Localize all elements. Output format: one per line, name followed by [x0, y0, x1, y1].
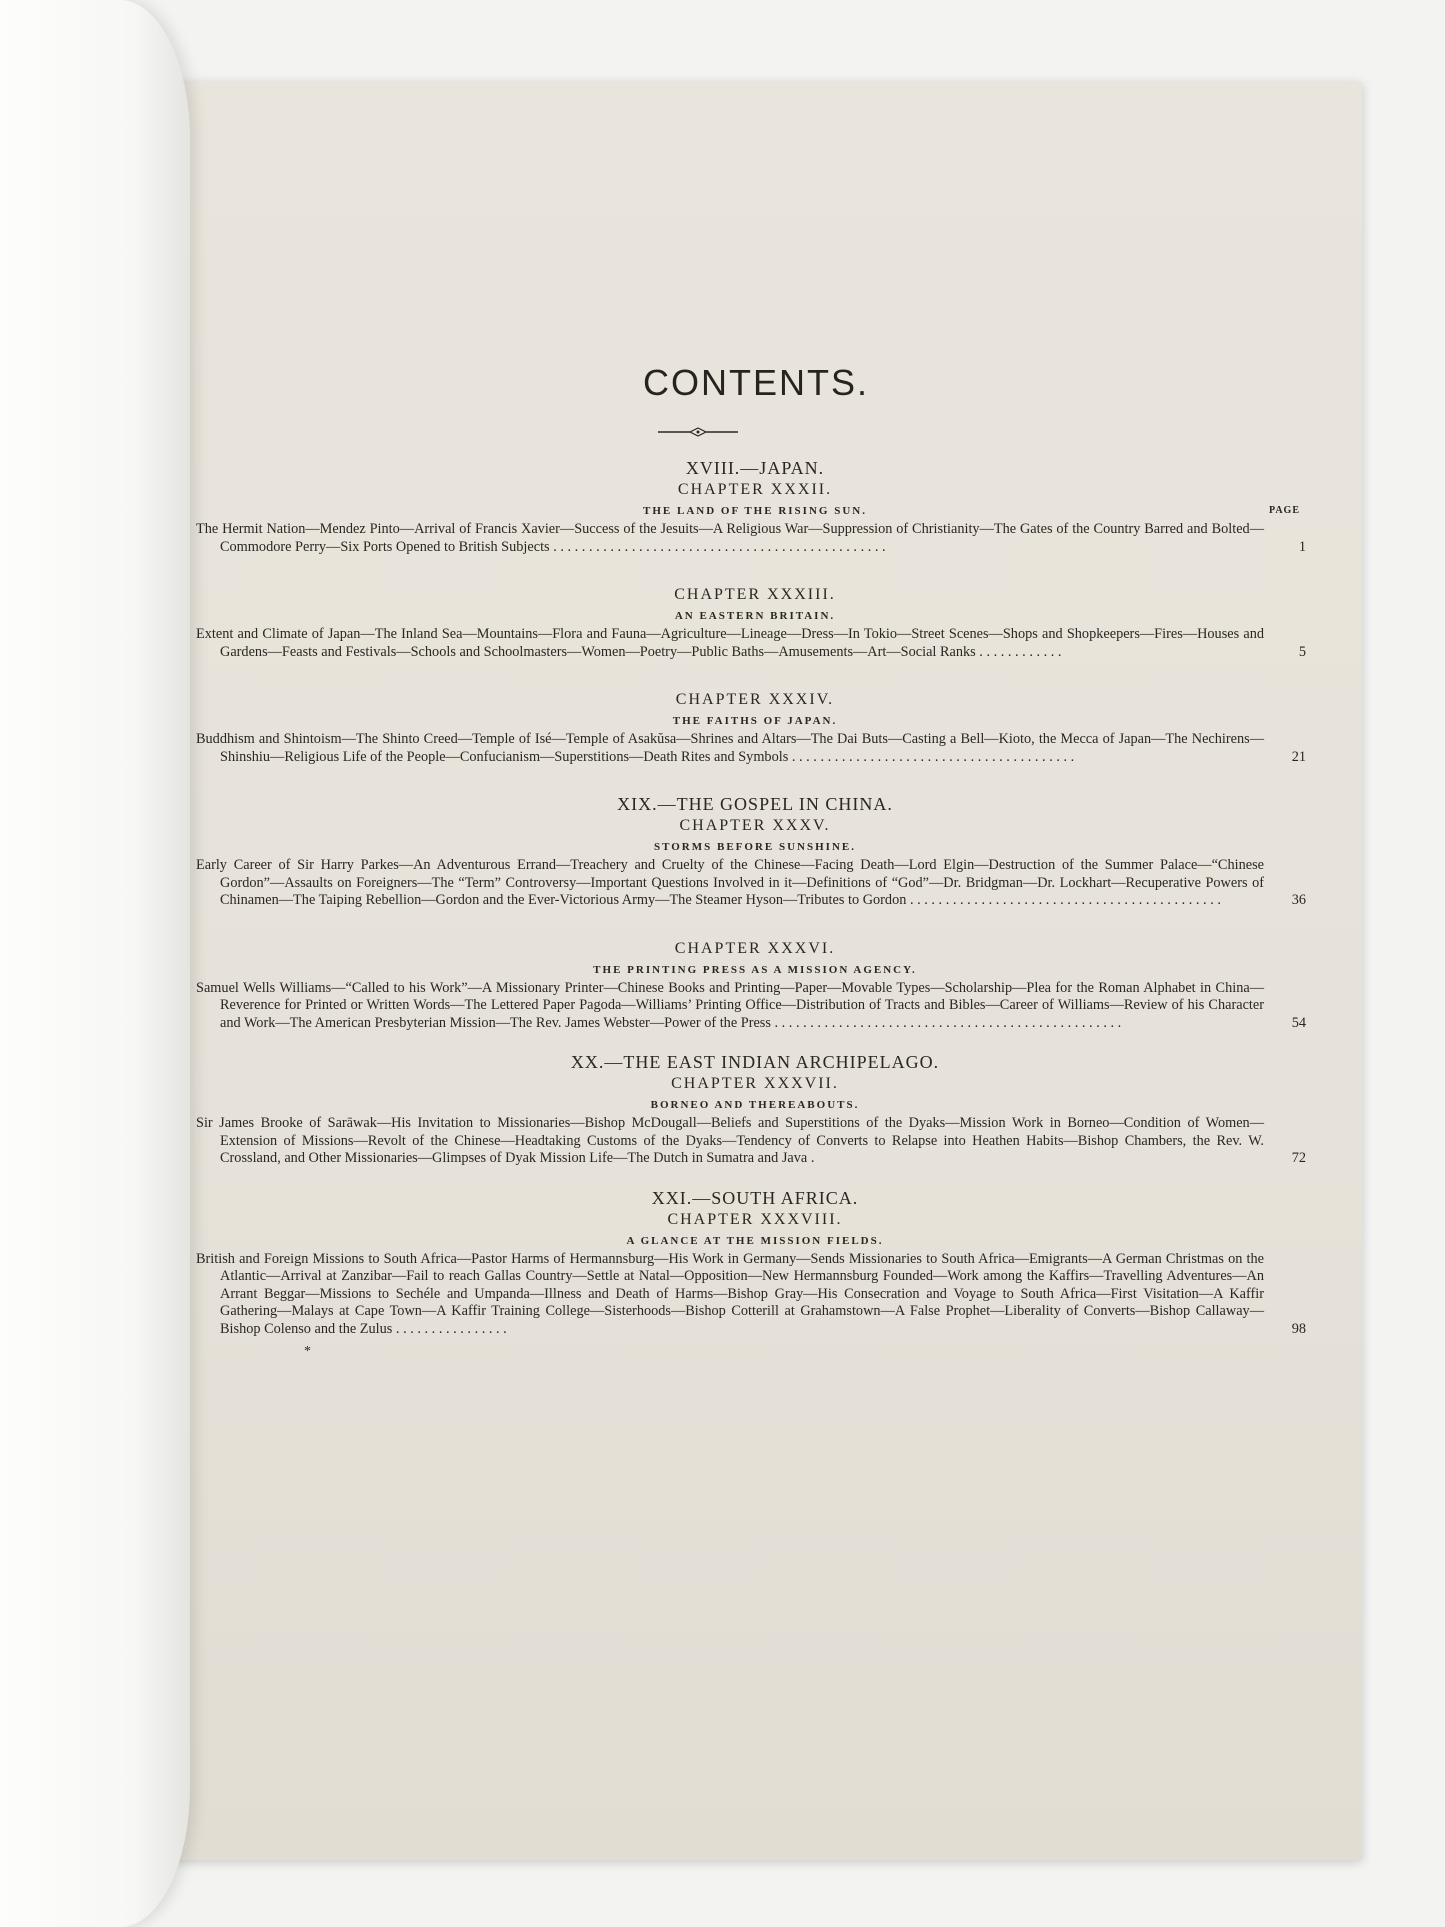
page-column-header: PAGE: [1268, 505, 1300, 516]
chapter-subtitle: A GLANCE AT THE MISSION FIELDS.: [626, 1234, 884, 1247]
page-number: 1: [1298, 538, 1306, 555]
chapter-subtitle: THE LAND OF THE RISING SUN. PAGE: [643, 505, 1300, 517]
chapter-subtitle: THE FAITHS OF JAPAN.: [672, 715, 838, 727]
chapter-summary: British and Foreign Missions to South Africa—Pastor Harms of Hermannsburg—His Work in Germany—Sends Missionaries to South Africa—Emigrants—A German Christmas on the Atlantic—Arrival at Zanzibar—Fail to reach Gallas Country—Settle at Natal—Opposition—New Hermannsburg Founded—Work among the Kaffirs—Travelling Adventures—An Arrant Beggar—Missions to Sechéle and Umpanda—Illness and Death of Harms—Bishop Gray—His Consecration and Voyage to South Africa—First Visitation—A Kaffir Gathering—Malays at Cape Town—A Kaffir Training College—Sisterhoods—Bishop Cotterill at Grahamstown—A False Prophet—Liberality of Converts—Bishop Callaway—Bishop Colenso and the Zulus . . . . . . . . . . . . . . . . 98: [196, 1250, 1306, 1337]
adjacent-page-edge: [0, 0, 190, 1927]
chapter-summary: Samuel Wells Williams—“Called to his Work”—A Missionary Printer—Chinese Books and Printing—Paper—Movable Types—Scholarship—Plea for the Roman Alphabet in China—Reverence for Printed or Written Words—The Lettered Paper Pagoda—Williams’ Printing Office—Distribution of Tracts and Bibles—Career of Williams—Review of his Character and Work—The American Presbyterian Mission—The Rev. James Webster—Power of the Press . . . . . . . . . . . . . . . . . . . . . . . . . . . . . . . . . . . . . . . . . . . . . . . . . 54: [196, 979, 1306, 1031]
chapter-heading: CHAPTER XXXVI.: [674, 939, 836, 957]
chapter-summary: Buddhism and Shintoism—The Shinto Creed—Temple of Isé—Temple of Asakŭsa—Shrines and Altars—The Dai Buts—Casting a Bell—Kioto, the Mecca of Japan—The Nechirens—Shinshiu—Religious Life of the People—Confucianism—Superstitions—Death Rites and Symbols . . . . . . . . . . . . . . . . . . . . . . . . . . . . . . . . . . . . . . . . 21: [196, 731, 1306, 765]
part-heading: XXI.—SOUTH AFRICA.: [651, 1187, 859, 1208]
chapter-subtitle: THE PRINTING PRESS AS A MISSION AGENCY.: [593, 963, 917, 976]
chapter-heading: CHAPTER XXXIV.: [675, 691, 835, 708]
chapter-heading: CHAPTER XXXIII.: [674, 586, 836, 603]
contents-list: [196, 458, 1314, 1360]
chapter-subtitle: AN EASTERN BRITAIN.: [674, 610, 836, 622]
page-number: 5: [1298, 643, 1306, 660]
chapter-heading: CHAPTER XXXV.: [679, 817, 831, 834]
part-heading: XVIII.—JAPAN.: [685, 458, 825, 478]
section-south-africa: [196, 1188, 1314, 1361]
section-china: [196, 794, 1314, 1032]
page-number: 21: [1291, 748, 1306, 765]
book-page: [150, 82, 1362, 1860]
ornament-divider-icon: [658, 426, 738, 438]
chapter-subtitle: STORMS BEFORE SUNSHINE.: [654, 841, 856, 853]
page-number: 54: [1291, 1014, 1306, 1031]
chapter-heading: CHAPTER XXXVIII.: [667, 1210, 843, 1228]
chapter-summary: Early Career of Sir Harry Parkes—An Adventurous Errand—Treachery and Cruelty of the Chinese—Facing Death—Lord Elgin—Destruction of the Summer Palace—“Chinese Gordon”—Assaults on Foreigners—The “Term” Controversy—Important Questions Involved in it—Definitions of “God”—Dr. Bridgman—Dr. Lockhart—Recuperative Powers of Chinamen—The Taiping Rebellion—Gordon and the Ever-Victorious Army—The Steamer Hyson—Tributes to Gordon . . . . . . . . . . . . . . . . . . . . . . . . . . . . . . . . . . . . . . . . . . . . 36: [196, 857, 1306, 908]
chapter-heading: CHAPTER XXXVII.: [671, 1075, 839, 1092]
part-heading: XIX.—THE GOSPEL IN CHINA.: [617, 794, 893, 814]
page-number: 98: [1291, 1320, 1306, 1337]
page-number: 72: [1291, 1150, 1306, 1166]
page-title: CONTENTS.: [642, 362, 869, 403]
chapter-heading: CHAPTER XXXII.: [677, 481, 833, 498]
signature-mark: *: [304, 1344, 311, 1359]
part-heading: XX.—THE EAST INDIAN ARCHIPELAGO.: [570, 1052, 940, 1072]
page-number: 36: [1291, 892, 1306, 908]
chapter-subtitle: BORNEO AND THEREABOUTS.: [650, 1099, 860, 1111]
section-east-indian-archipelago: [196, 1052, 1314, 1168]
section-japan: [196, 458, 1314, 766]
chapter-summary: Sir James Brooke of Sarāwak—His Invitation to Missionaries—Bishop McDougall—Beliefs and Superstitions of the Dyaks—Mission Work in Borneo—Condition of Women—Extension of Missions—Revolt of the Chinese—Headtaking Customs of the Dyaks—Tendency of Converts to Relapse into Heathen Habits—Bishop Chambers, the Rev. W. Crossland, and Other Missionaries—Glimpses of Dyak Mission Life—The Dutch in Sumatra and Java . 72: [196, 1115, 1306, 1166]
chapter-summary: Extent and Climate of Japan—The Inland Sea—Mountains—Flora and Fauna—Agriculture—Lineage—Dress—In Tokio—Street Scenes—Shops and Shopkeepers—Fires—Houses and Gardens—Feasts and Festivals—Schools and Schoolmasters—Women—Poetry—Public Baths—Amusements—Art—Social Ranks . . . . . . . . . . . . 5: [196, 626, 1306, 660]
chapter-summary: The Hermit Nation—Mendez Pinto—Arrival of Francis Xavier—Success of the Jesuits—A Religious War—Suppression of Christianity—The Gates of the Country Barred and Bolted—Commodore Perry—Six Ports Opened to British Subjects . . . . . . . . . . . . . . . . . . . . . . . . . . . . . . . . . . . . . . . . . . . . . . . 1: [196, 521, 1306, 555]
